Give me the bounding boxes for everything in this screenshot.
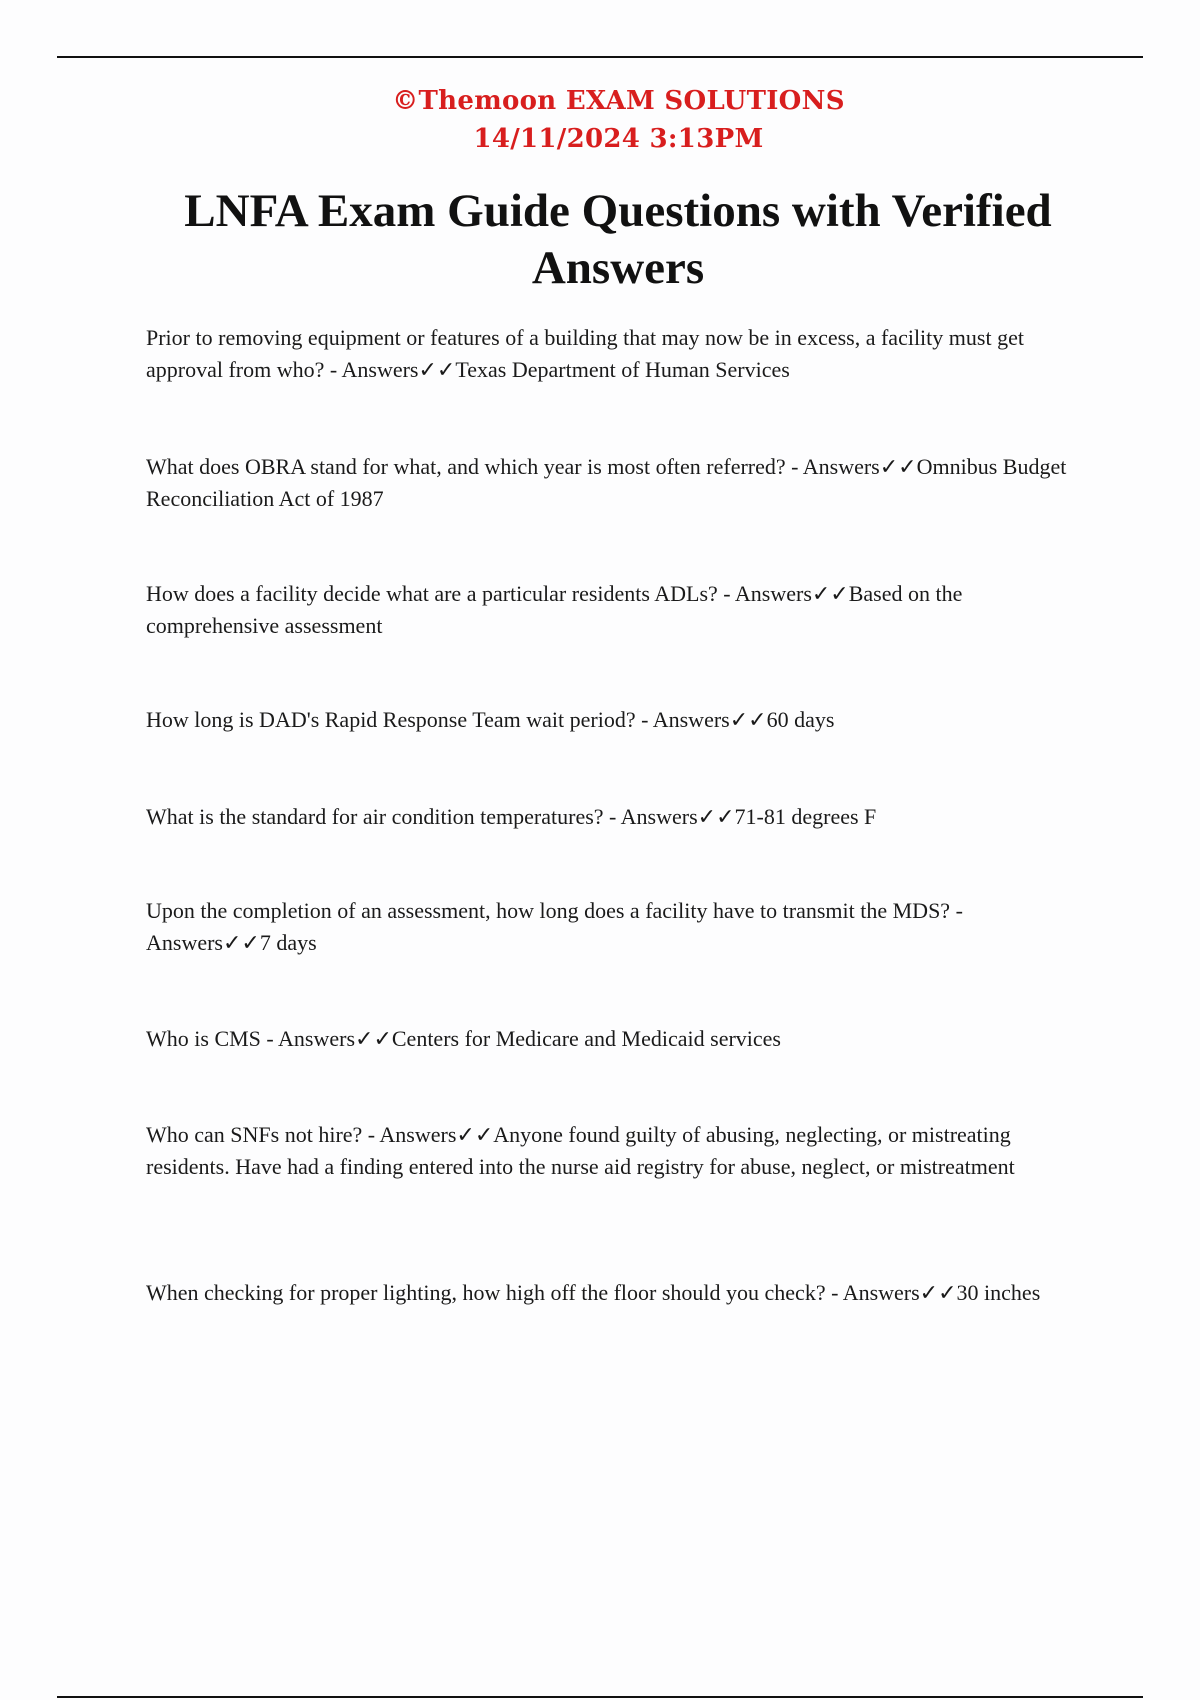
datetime-line: 14/11/2024 3:13PM	[473, 124, 764, 154]
qa-item-5: What is the standard for air condition temperatures? - Answers✓✓71-81 degrees F	[146, 804, 877, 829]
bottom-divider	[57, 1696, 1143, 1698]
qa-item-6: Upon the completion of an assessment, how long does a facility have to transmit the MDS? - Answers✓✓7 days	[146, 898, 963, 955]
qa-item-2: What does OBRA stand for what, and which year is most often referred? - Answers✓✓Omnibus Budget Reconciliation Act of 1987	[146, 454, 1067, 511]
watermark-header	[0, 82, 1200, 158]
qa-item-4: How long is DAD's Rapid Response Team wait period? - Answers✓✓60 days	[146, 707, 835, 732]
page-title: LNFA Exam Guide Questions with Verified Answers	[184, 185, 1052, 294]
top-divider	[57, 56, 1143, 58]
qa-item-3: How does a facility decide what are a particular residents ADLs? - Answers✓✓Based on the comprehensive assessment	[146, 581, 963, 638]
copyright-line: ©Themoon EXAM SOLUTIONS	[392, 86, 845, 116]
qa-item-1: Prior to removing equipment or features of a building that may now be in excess, a facility must get approval from who? - Answers✓✓Texas Department of Human Services	[146, 325, 1024, 382]
qa-item-8: Who can SNFs not hire? - Answers✓✓Anyone found guilty of abusing, neglecting, or mistreating residents. Have had a finding entered into the nurse aid registry for abuse, neglect, or mistreatment	[146, 1122, 1015, 1179]
qa-item-7: Who is CMS - Answers✓✓Centers for Medicare and Medicaid services	[146, 1026, 781, 1051]
qa-item-9: When checking for proper lighting, how high off the floor should you check? - Answers✓✓30 inches	[146, 1280, 1041, 1305]
